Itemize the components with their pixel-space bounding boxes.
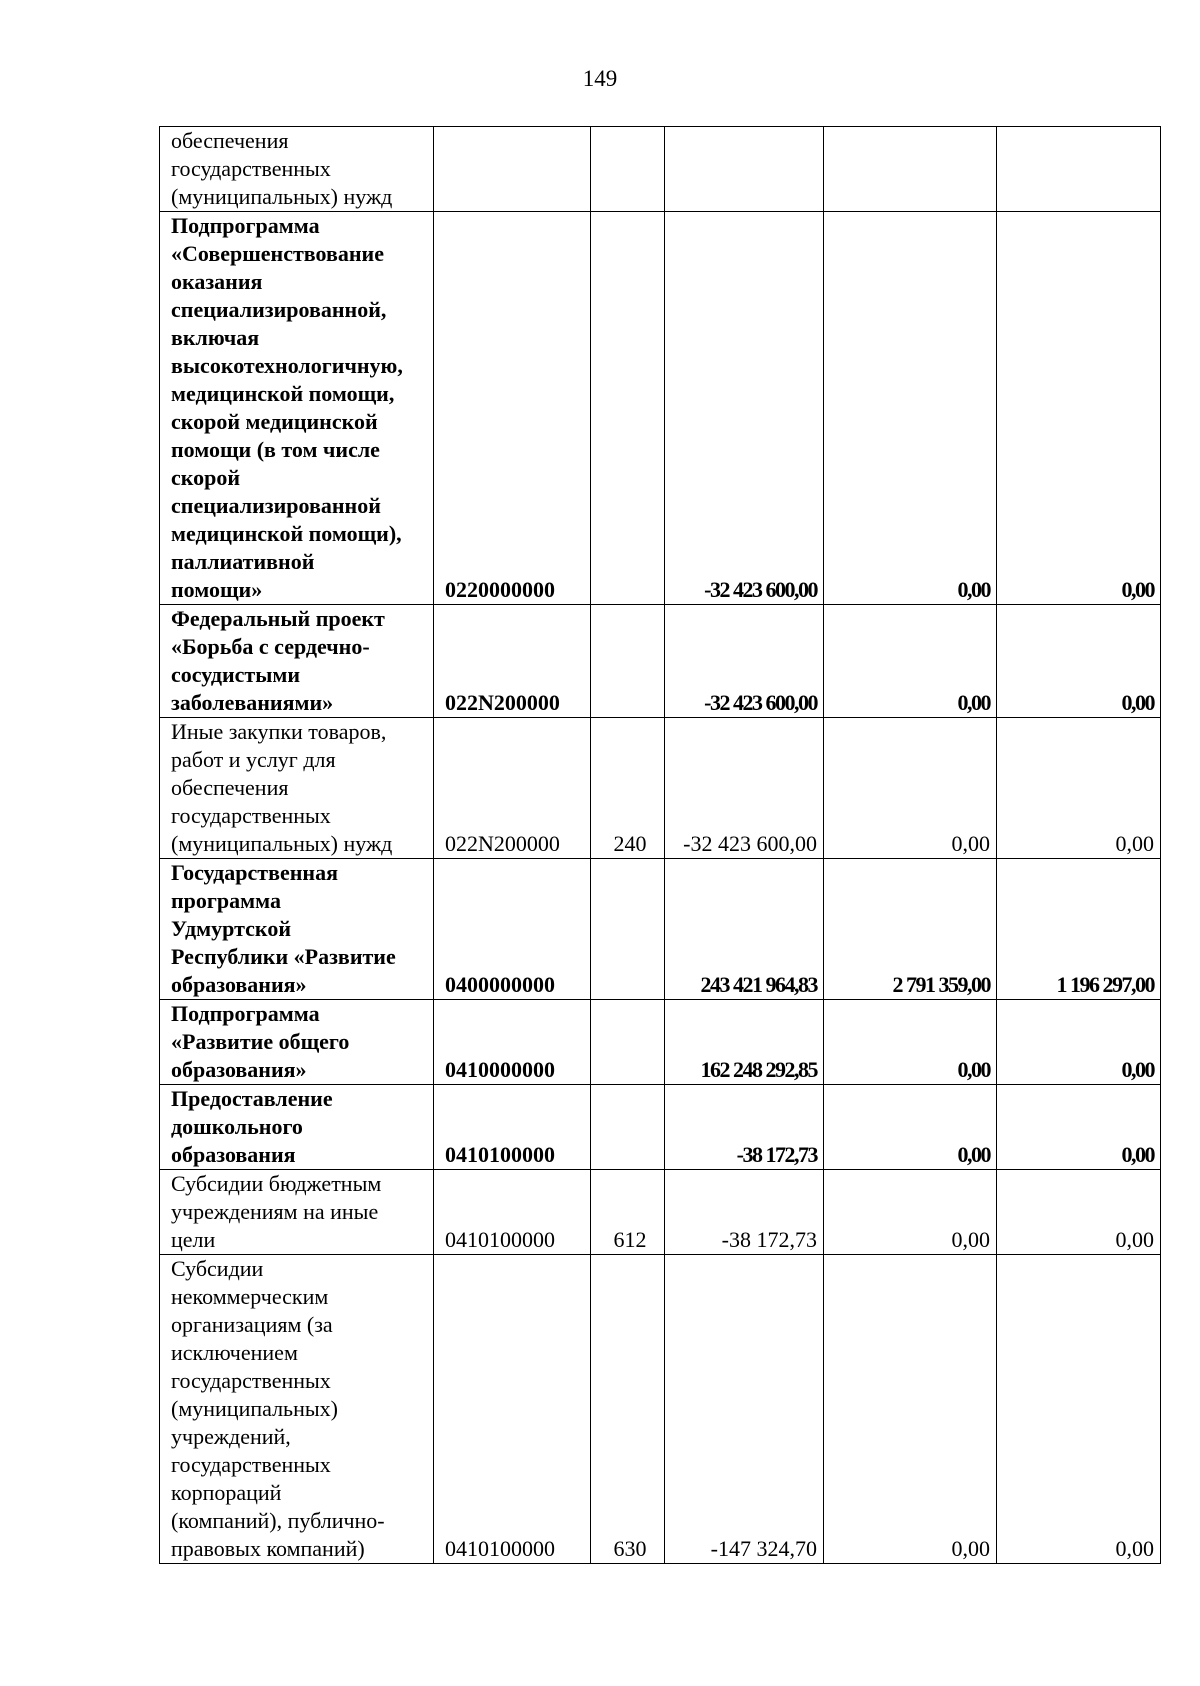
row-name: Подпрограмма «Развитие общего образования» [160, 1000, 434, 1085]
row-name: Субсидии бюджетным учреждениям на иные цели [160, 1170, 434, 1255]
table-row [160, 1085, 1161, 1170]
row-sum-3: 0,00 [997, 718, 1161, 859]
row-name: Государственная программа Удмуртской Республики «Развитие образования» [160, 859, 434, 1000]
row-code: 0220000000 [434, 212, 591, 605]
row-code: 0410000000 [434, 1000, 591, 1085]
row-sum-2: 0,00 [824, 605, 997, 718]
table-row [160, 127, 1161, 212]
row-name: Подпрограмма «Совершенствование оказания специализированной, включая высокотехнологичную, медицинской помощи, скорой медицинской помощи (в том числе скорой специализированной медицинской помощи), паллиативной помощи» [160, 212, 434, 605]
row-sum-2: 0,00 [824, 1085, 997, 1170]
row-name: обеспечения государственных (муниципальных) нужд [160, 127, 434, 212]
table-row [160, 605, 1161, 718]
row-sum-3: 0,00 [997, 605, 1161, 718]
row-code: 0410100000 [434, 1255, 591, 1564]
row-name: Предоставление дошкольного образования [160, 1085, 434, 1170]
budget-table [159, 126, 1161, 1564]
row-sum-1: -32 423 600,00 [665, 718, 824, 859]
row-sum-3: 0,00 [997, 212, 1161, 605]
row-name: Федеральный проект «Борьба с сердечно- сосудистыми заболеваниями» [160, 605, 434, 718]
row-vr: 612 [591, 1170, 665, 1255]
row-vr [591, 1085, 665, 1170]
row-sum-1: 162 248 292,85 [665, 1000, 824, 1085]
row-code: 0410100000 [434, 1085, 591, 1170]
table-row [160, 1255, 1161, 1564]
row-sum-1: -32 423 600,00 [665, 605, 824, 718]
row-sum-1: -147 324,70 [665, 1255, 824, 1564]
row-name: Субсидии некоммерческим организациям (за исключением государственных (муниципальных) учреждений, государственных корпораций (компаний), публично- правовых компаний) [160, 1255, 434, 1564]
row-sum-1 [665, 127, 824, 212]
row-sum-2: 0,00 [824, 1000, 997, 1085]
row-sum-1: 243 421 964,83 [665, 859, 824, 1000]
row-code: 022N200000 [434, 605, 591, 718]
row-code [434, 127, 591, 212]
row-sum-3: 0,00 [997, 1255, 1161, 1564]
page-number: 149 [582, 66, 618, 91]
row-vr [591, 605, 665, 718]
row-sum-2: 0,00 [824, 1170, 997, 1255]
row-vr: 240 [591, 718, 665, 859]
table-row [160, 859, 1161, 1000]
row-vr [591, 212, 665, 605]
row-sum-3: 0,00 [997, 1085, 1161, 1170]
row-vr [591, 859, 665, 1000]
row-sum-1: -32 423 600,00 [665, 212, 824, 605]
row-vr: 630 [591, 1255, 665, 1564]
row-sum-3 [997, 127, 1161, 212]
row-name: Иные закупки товаров, работ и услуг для обеспечения государственных (муниципальных) нужд [160, 718, 434, 859]
row-sum-1: -38 172,73 [665, 1170, 824, 1255]
row-sum-2: 0,00 [824, 718, 997, 859]
row-sum-2: 0,00 [824, 212, 997, 605]
row-code: 022N200000 [434, 718, 591, 859]
row-vr [591, 1000, 665, 1085]
row-sum-2: 2 791 359,00 [824, 859, 997, 1000]
row-sum-1: -38 172,73 [665, 1085, 824, 1170]
table-row [160, 1170, 1161, 1255]
row-sum-3: 1 196 297,00 [997, 859, 1161, 1000]
row-code: 0400000000 [434, 859, 591, 1000]
row-code: 0410100000 [434, 1170, 591, 1255]
table-row [160, 212, 1161, 605]
row-sum-2: 0,00 [824, 1255, 997, 1564]
row-vr [591, 127, 665, 212]
row-sum-3: 0,00 [997, 1000, 1161, 1085]
row-sum-3: 0,00 [997, 1170, 1161, 1255]
table-row [160, 718, 1161, 859]
row-sum-2 [824, 127, 997, 212]
table-row [160, 1000, 1161, 1085]
